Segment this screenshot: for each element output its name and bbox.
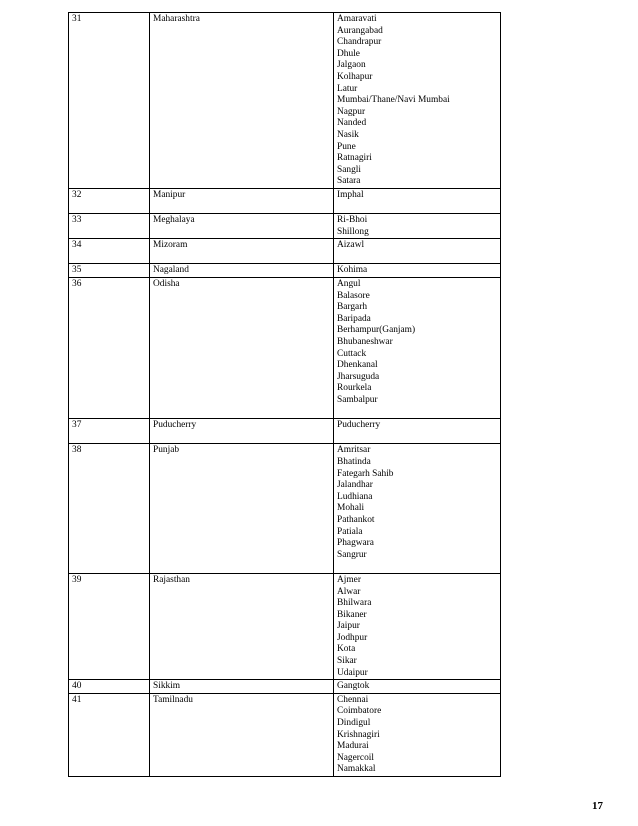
city-name: Patiala <box>337 526 363 537</box>
city-name: Bhilwara <box>337 598 372 609</box>
city-name: Dindigul <box>337 718 371 729</box>
table-row <box>69 278 501 419</box>
state-name-cell: Odisha <box>150 278 334 419</box>
city-name: Mohali <box>337 503 365 514</box>
cities-cell <box>334 419 501 444</box>
city-name: Amritsar <box>337 445 371 456</box>
serial-number-cell: 38 <box>69 444 150 574</box>
city-name: Namakkal <box>337 764 376 775</box>
table-row <box>69 239 501 264</box>
city-name: Ratnagiri <box>337 153 372 164</box>
city-name: Bhatinda <box>337 456 371 467</box>
state-name-cell: Tamilnadu <box>150 693 334 776</box>
city-name: Sikar <box>337 656 357 667</box>
cities-cell <box>334 239 501 264</box>
table-row <box>69 693 501 776</box>
city-name: Jalgaon <box>337 60 366 71</box>
serial-number-cell: 41 <box>69 693 150 776</box>
state-name-cell: Punjab <box>150 444 334 574</box>
city-name: Ludhiana <box>337 491 373 502</box>
city-name: Kota <box>337 644 356 655</box>
city-name: Balasore <box>337 290 370 301</box>
state-city-table <box>68 12 501 777</box>
table-row <box>69 444 501 574</box>
city-name: Fategarh Sahib <box>337 468 394 479</box>
table-row <box>69 13 501 189</box>
city-name: Aurangabad <box>337 25 383 36</box>
city-name: Sangrur <box>337 549 367 560</box>
table-row <box>69 188 501 213</box>
city-name: Nasik <box>337 129 359 140</box>
city-name: Udaipur <box>337 667 368 678</box>
city-name: Baripada <box>337 313 371 324</box>
cities-cell <box>334 188 501 213</box>
city-name: Madurai <box>337 741 369 752</box>
city-name: Ajmer <box>337 574 361 585</box>
city-name: Bhubaneshwar <box>337 337 393 348</box>
serial-number-cell: 33 <box>69 214 150 239</box>
city-name: Jharsuguda <box>337 371 380 382</box>
city-name: Ri-Bhoi <box>337 215 368 226</box>
city-name: Nagpur <box>337 106 366 117</box>
cities-cell <box>334 214 501 239</box>
city-name: Chandrapur <box>337 37 382 48</box>
cities-cell <box>334 13 501 189</box>
city-name: Nagercoil <box>337 752 374 763</box>
table-row <box>69 573 501 679</box>
city-name: Cuttack <box>337 348 367 359</box>
city-name: Rourkela <box>337 383 372 394</box>
table-row <box>69 680 501 694</box>
state-name-cell: Sikkim <box>150 680 334 694</box>
cities-cell <box>334 264 501 278</box>
state-name-cell: Nagaland <box>150 264 334 278</box>
city-name: Dhenkanal <box>337 360 378 371</box>
city-name: Sambalpur <box>337 395 378 405</box>
cities-cell <box>334 693 501 776</box>
serial-number-cell: 34 <box>69 239 150 264</box>
city-name: Chennai <box>337 694 369 705</box>
serial-number-cell: 32 <box>69 188 150 213</box>
city-name: Jodhpur <box>337 632 368 643</box>
city-name: Jaipur <box>337 621 360 632</box>
city-name: Latur <box>337 83 358 94</box>
cities-cell <box>334 278 501 419</box>
city-name: Puducherry <box>337 420 381 431</box>
state-name-cell: Maharashtra <box>150 13 334 189</box>
cities-cell <box>334 573 501 679</box>
city-name: Mumbai/Thane/Navi Mumbai <box>337 95 450 106</box>
state-name-cell: Manipur <box>150 188 334 213</box>
table-body <box>69 13 501 777</box>
city-name: Berhampur(Ganjam) <box>337 325 416 336</box>
city-name: Pathankot <box>337 514 375 525</box>
table-row <box>69 264 501 278</box>
city-name: Imphal <box>337 189 364 200</box>
city-name: Kohima <box>337 265 368 276</box>
serial-number-cell: 36 <box>69 278 150 419</box>
city-name: Kolhapur <box>337 71 373 82</box>
city-name: Sangli <box>337 164 361 175</box>
city-name: Bikaner <box>337 609 367 620</box>
cities-cell <box>334 680 501 694</box>
city-name: Dhule <box>337 48 360 59</box>
city-name: Jalandhar <box>337 480 373 491</box>
city-name: Angul <box>337 279 361 290</box>
table-row <box>69 214 501 239</box>
serial-number-cell: 37 <box>69 419 150 444</box>
state-name-cell: Rajasthan <box>150 573 334 679</box>
city-name: Amaravati <box>337 14 377 24</box>
state-name-cell: Puducherry <box>150 419 334 444</box>
serial-number-cell: 31 <box>69 13 150 189</box>
city-name: Gangtok <box>337 681 370 692</box>
cities-cell <box>334 444 501 574</box>
city-name: Coimbatore <box>337 706 382 717</box>
serial-number-cell: 39 <box>69 573 150 679</box>
city-name: Krishnagiri <box>337 729 380 740</box>
table-row <box>69 419 501 444</box>
page-number: 17 <box>592 800 603 812</box>
city-name: Shillong <box>337 226 369 237</box>
city-name: Alwar <box>337 586 361 597</box>
serial-number-cell: 40 <box>69 680 150 694</box>
city-name: Pune <box>337 141 356 152</box>
city-name: Bargarh <box>337 302 368 313</box>
state-name-cell: Meghalaya <box>150 214 334 239</box>
serial-number-cell: 35 <box>69 264 150 278</box>
state-name-cell: Mizoram <box>150 239 334 264</box>
city-name: Aizawl <box>337 240 365 251</box>
city-name: Nanded <box>337 118 367 129</box>
city-name: Satara <box>337 176 361 187</box>
city-name: Phagwara <box>337 538 374 549</box>
